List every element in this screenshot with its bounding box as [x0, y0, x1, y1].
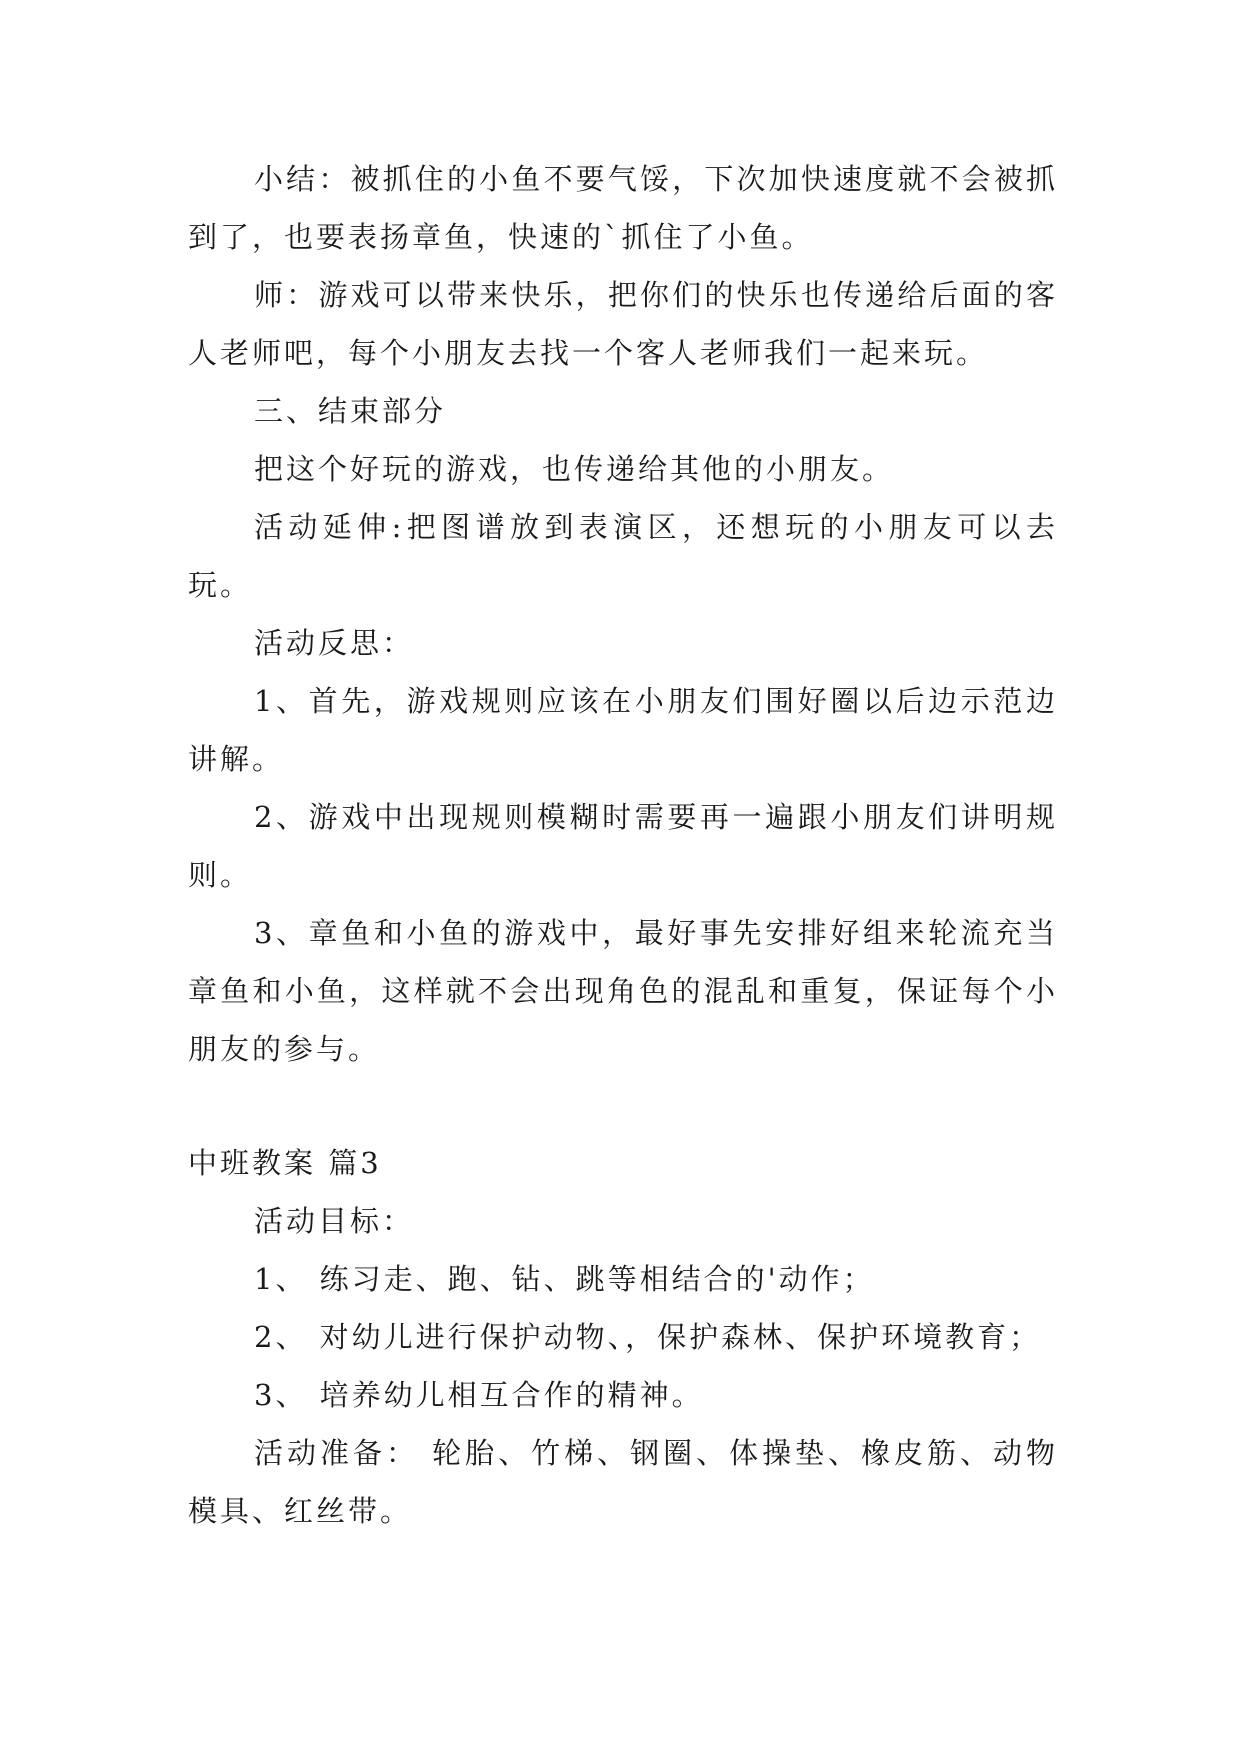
section-title: 中班教案 篇3: [188, 1146, 382, 1180]
heading-goals: 活动目标：: [254, 1204, 415, 1238]
goal-item-2: 2、 对幼儿进行保护动物、，保护森林、保护环境教育；: [254, 1320, 1042, 1354]
paragraph-pass-game: 把这个好玩的游戏，也传递给其他的小朋友。: [254, 452, 895, 486]
heading-ending-part: 三、结束部分: [254, 394, 447, 428]
goal-item-1: 1、 练习走、跑、钻、跳等相结合的'动作；: [254, 1262, 875, 1296]
reflection-item-1: 1、首先，游戏规则应该在小朋友们围好圈以后边示范边讲解。: [188, 684, 1058, 776]
reflection-item-2: 2、游戏中出现规则模糊时需要再一遍跟小朋友们讲明规则。: [188, 800, 1058, 892]
paragraph-teacher: 师：游戏可以带来快乐，把你们的快乐也传递给后面的客人老师吧，每个小朋友去找一个客人老师我们一起来玩。: [188, 278, 1058, 370]
heading-reflection: 活动反思：: [254, 626, 415, 660]
document-body: [188, 150, 1058, 1540]
paragraph-preparation: 活动准备： 轮胎、竹梯、钢圈、体操垫、橡皮筋、动物模具、红丝带。: [188, 1436, 1058, 1528]
goal-item-3: 3、 培养幼儿相互合作的精神。: [254, 1378, 704, 1412]
paragraph-summary: 小结：被抓住的小鱼不要气馁，下次加快速度就不会被抓到了，也要表扬章鱼，快速的`抓住了小鱼。: [188, 162, 1058, 254]
paragraph-extension: 活动延伸:把图谱放到表演区，还想玩的小朋友可以去玩。: [188, 510, 1058, 602]
reflection-item-3: 3、章鱼和小鱼的游戏中，最好事先安排好组来轮流充当章鱼和小鱼，这样就不会出现角色的混乱和重复，保证每个小朋友的参与。: [188, 916, 1058, 1066]
